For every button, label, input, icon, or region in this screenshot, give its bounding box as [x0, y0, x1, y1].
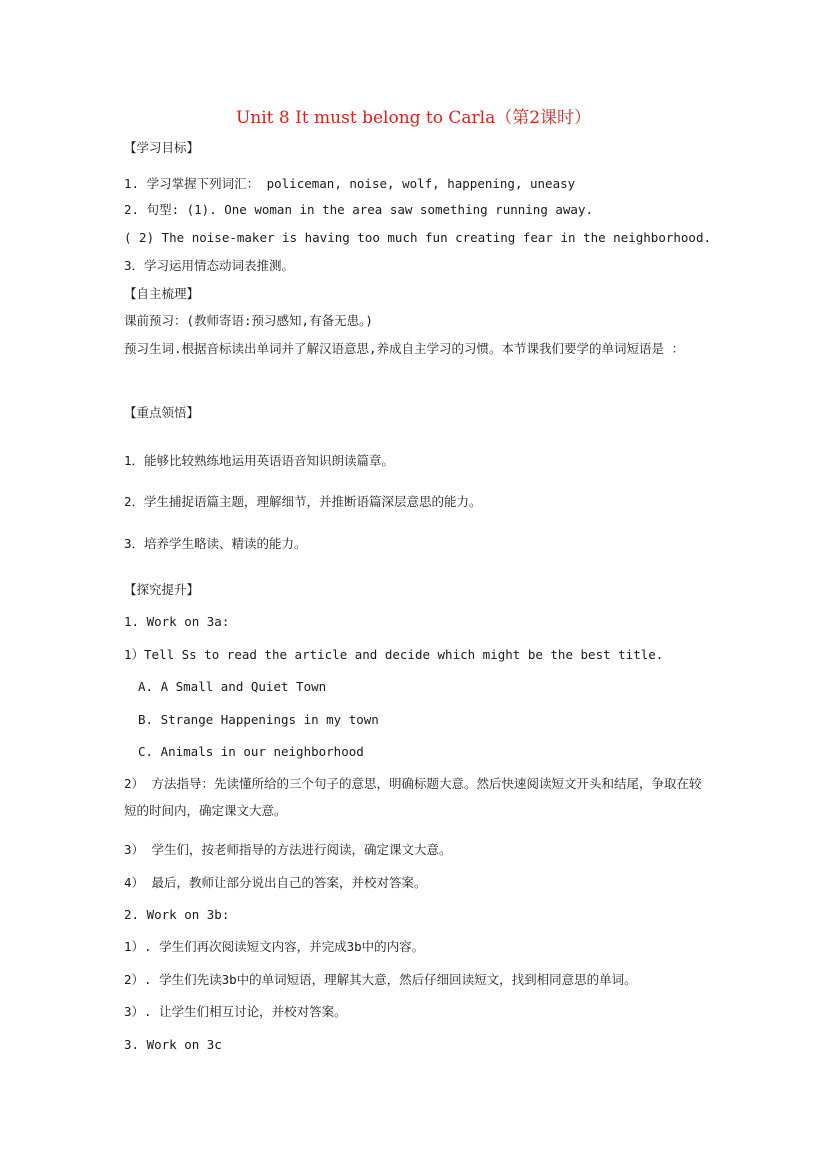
objectives-heading: 【学习目标】: [124, 140, 200, 155]
option-item: B. Strange Happenings in my town: [138, 712, 379, 727]
self-study-item: 课前预习：(教师寄语:预习感知,有备无患。): [124, 313, 373, 328]
key-point-item: 3．培养学生略读、精读的能力。: [124, 536, 307, 551]
explore-item: 3） 学生们，按老师指导的方法进行阅读，确定课文大意。: [124, 842, 452, 857]
explore-item: 3）. 让学生们相互讨论，并校对答案。: [124, 1004, 347, 1019]
explore-heading: 【探究提升】: [124, 582, 200, 597]
explore-item: 1. Work on 3a:: [124, 614, 230, 629]
explore-item: 2. Work on 3b:: [124, 907, 230, 922]
explore-item: 4） 最后，教师让部分说出自己的答案，并校对答案。: [124, 875, 427, 890]
objective-item: 3．学习运用情态动词表推测。: [124, 258, 295, 273]
self-study-heading: 【自主梳理】: [124, 286, 200, 301]
self-study-item: 预习生词.根据音标读出单词并了解汉语意思,养成自主学习的习惯。本节课我们要学的单词短语是 ：: [124, 341, 685, 356]
explore-item: 1）. 学生们再次阅读短文内容，并完成3b中的内容。: [124, 939, 425, 954]
objective-item: ( 2) The noise-maker is having too much fun creating fear in the neighborhood.: [124, 230, 711, 245]
key-point-item: 2．学生捕捉语篇主题，理解细节，并推断语篇深层意思的能力。: [124, 494, 482, 509]
explore-item: 1）Tell Ss to read the article and decide which might be the best title.: [124, 647, 664, 662]
option-item: C. Animals in our neighborhood: [138, 744, 364, 759]
key-point-item: 1．能够比较熟练地运用英语语音知识朗读篇章。: [124, 453, 395, 468]
explore-item: 2） 方法指导：先读懂所给的三个句子的意思，明确标题大意。然后快速阅读短文开头和结尾，争取在较短的时间内，确定课文大意。: [124, 776, 702, 818]
explore-item: 2）. 学生们先读3b中的单词短语，理解其大意，然后仔细回读短文，找到相同意思的单词。: [124, 972, 637, 987]
objective-item: 2. 句型: (1). One woman in the area saw something running away.: [124, 202, 594, 217]
document-title: Unit 8 It must belong to Carla（第2课时）: [235, 108, 592, 128]
key-points-heading: 【重点领悟】: [124, 405, 200, 420]
option-item: A. A Small and Quiet Town: [138, 679, 327, 694]
objective-item: 1. 学习掌握下列词汇： policeman, noise, wolf, happening, uneasy: [124, 176, 576, 191]
explore-item: 3. Work on 3c: [124, 1037, 222, 1052]
